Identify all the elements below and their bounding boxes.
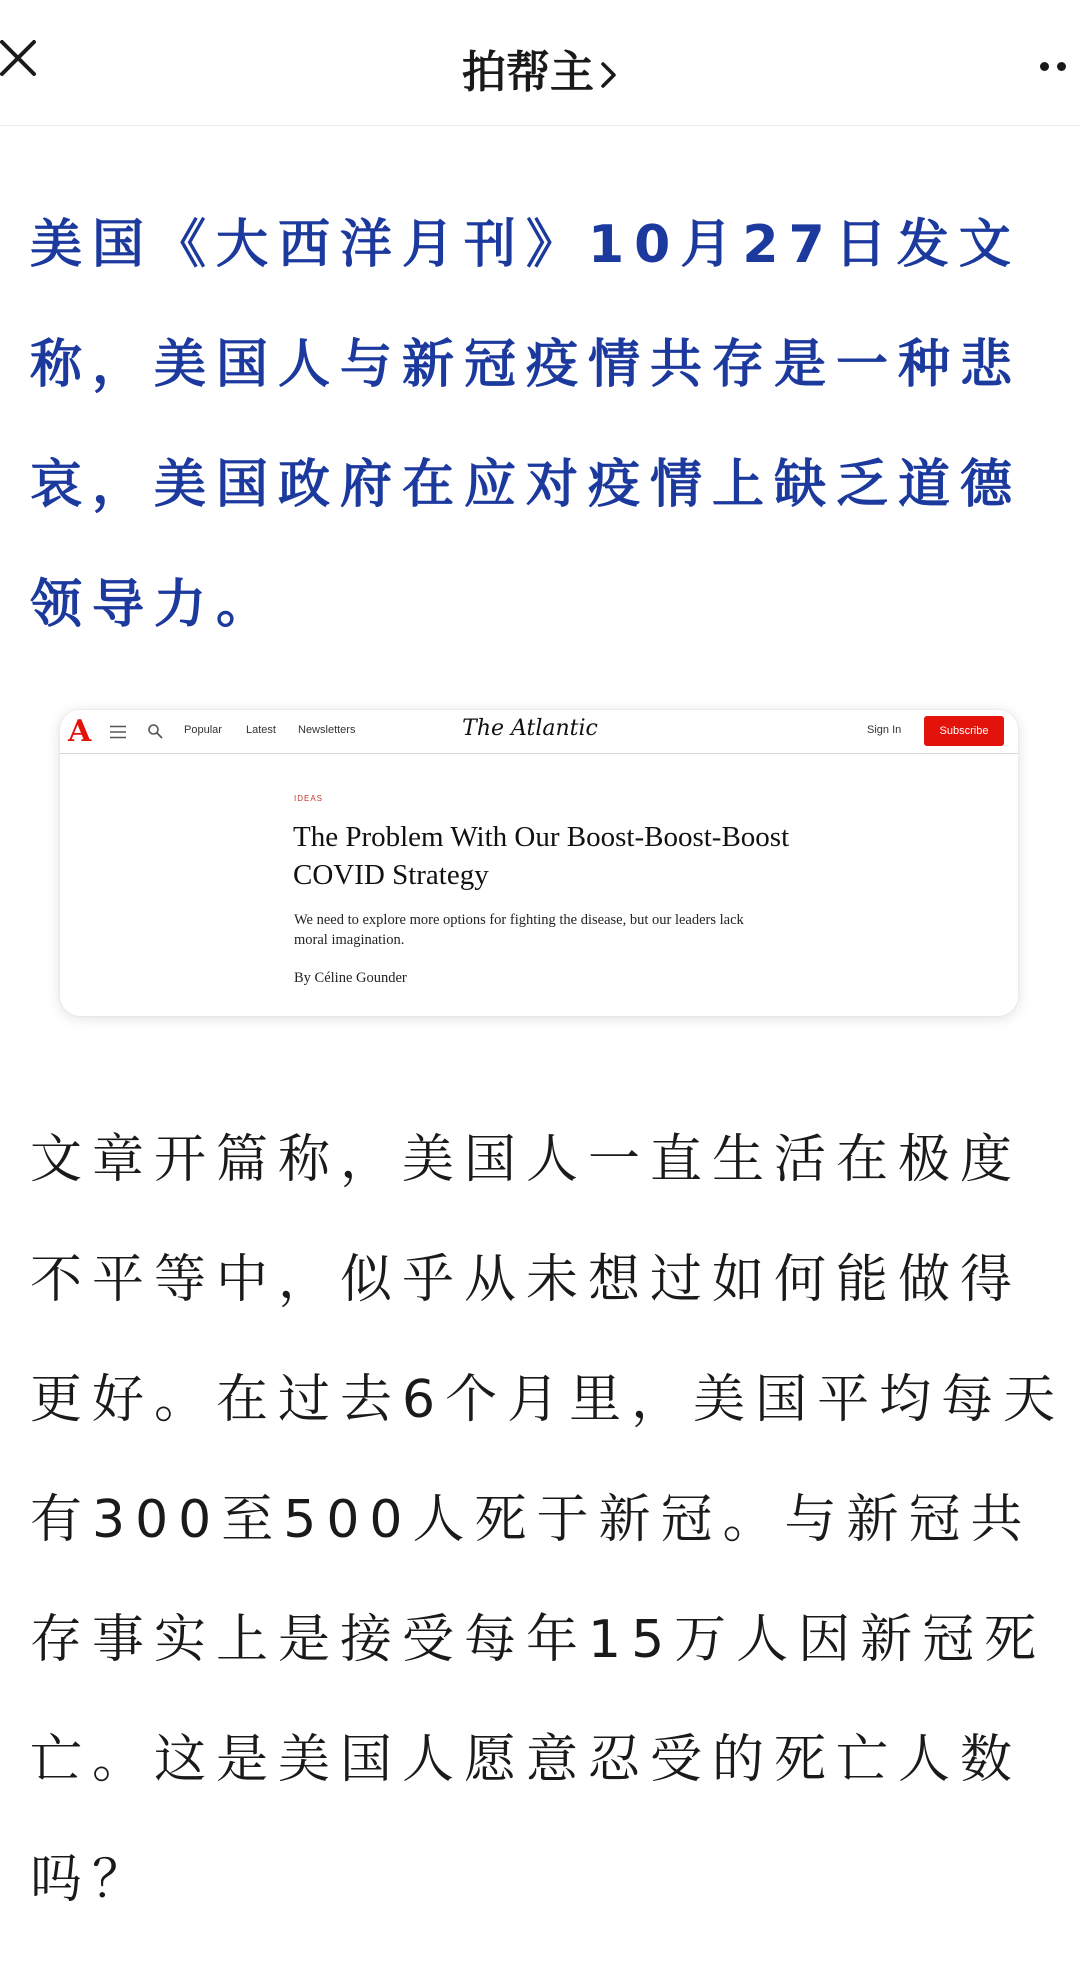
more-dots-icon[interactable] — [1040, 56, 1076, 68]
atlantic-header — [60, 710, 1018, 754]
account-title-button[interactable] — [0, 36, 1080, 101]
article-headline: The Problem With Our Boost-Boost-Boost COVID Strategy — [293, 821, 790, 891]
atlantic-logo: A — [68, 714, 92, 749]
lead-line: 哀，美国政府在应对疫情上缺乏道德 — [30, 455, 1023, 515]
section-label: IDEAS — [294, 794, 324, 803]
article-byline: By Céline Gounder — [294, 970, 407, 986]
nav-link-latest[interactable]: Latest — [246, 724, 276, 736]
top-nav-bar — [0, 0, 1080, 126]
search-icon[interactable] — [147, 723, 163, 739]
lead-line: 美国《大西洋月刊》10月27日发文 — [30, 215, 1021, 275]
nav-link-popular[interactable]: Popular — [184, 724, 222, 736]
lead-line: 领导力。 — [30, 575, 279, 635]
hamburger-menu-icon[interactable] — [110, 724, 126, 738]
nav-link-newsletters[interactable]: Newsletters — [298, 724, 356, 736]
article-preview-card[interactable] — [60, 710, 1018, 1016]
body-line: 亡。这是美国人愿意忍受的死亡人数 — [30, 1730, 1023, 1790]
chevron-right-icon — [600, 50, 618, 101]
body-line: 存事实上是接受每年15万人因新冠死 — [30, 1610, 1047, 1670]
body-line: 不平等中，似乎从未想过如何能做得 — [30, 1250, 1023, 1310]
body-line: 更好。在过去6个月里，美国平均每天 — [30, 1370, 1066, 1430]
body-paragraph — [30, 1100, 1066, 1940]
lead-paragraph — [30, 185, 1050, 665]
sign-in-link[interactable]: Sign In — [867, 724, 902, 736]
atlantic-wordmark: The Atlantic — [462, 716, 598, 741]
body-line: 吗？ — [30, 1850, 155, 1910]
subscribe-button[interactable]: Subscribe — [924, 716, 1004, 746]
body-line: 有300至500人死于新冠。与新冠共 — [30, 1490, 1033, 1550]
article-subheading: We need to explore more options for fighting the disease, but our leaders lack moral imagination. — [294, 912, 744, 948]
body-line: 文章开篇称，美国人一直生活在极度 — [30, 1130, 1023, 1190]
account-name: 拍帮主 — [462, 47, 594, 98]
lead-line: 称，美国人与新冠疫情共存是一种悲 — [30, 335, 1023, 395]
